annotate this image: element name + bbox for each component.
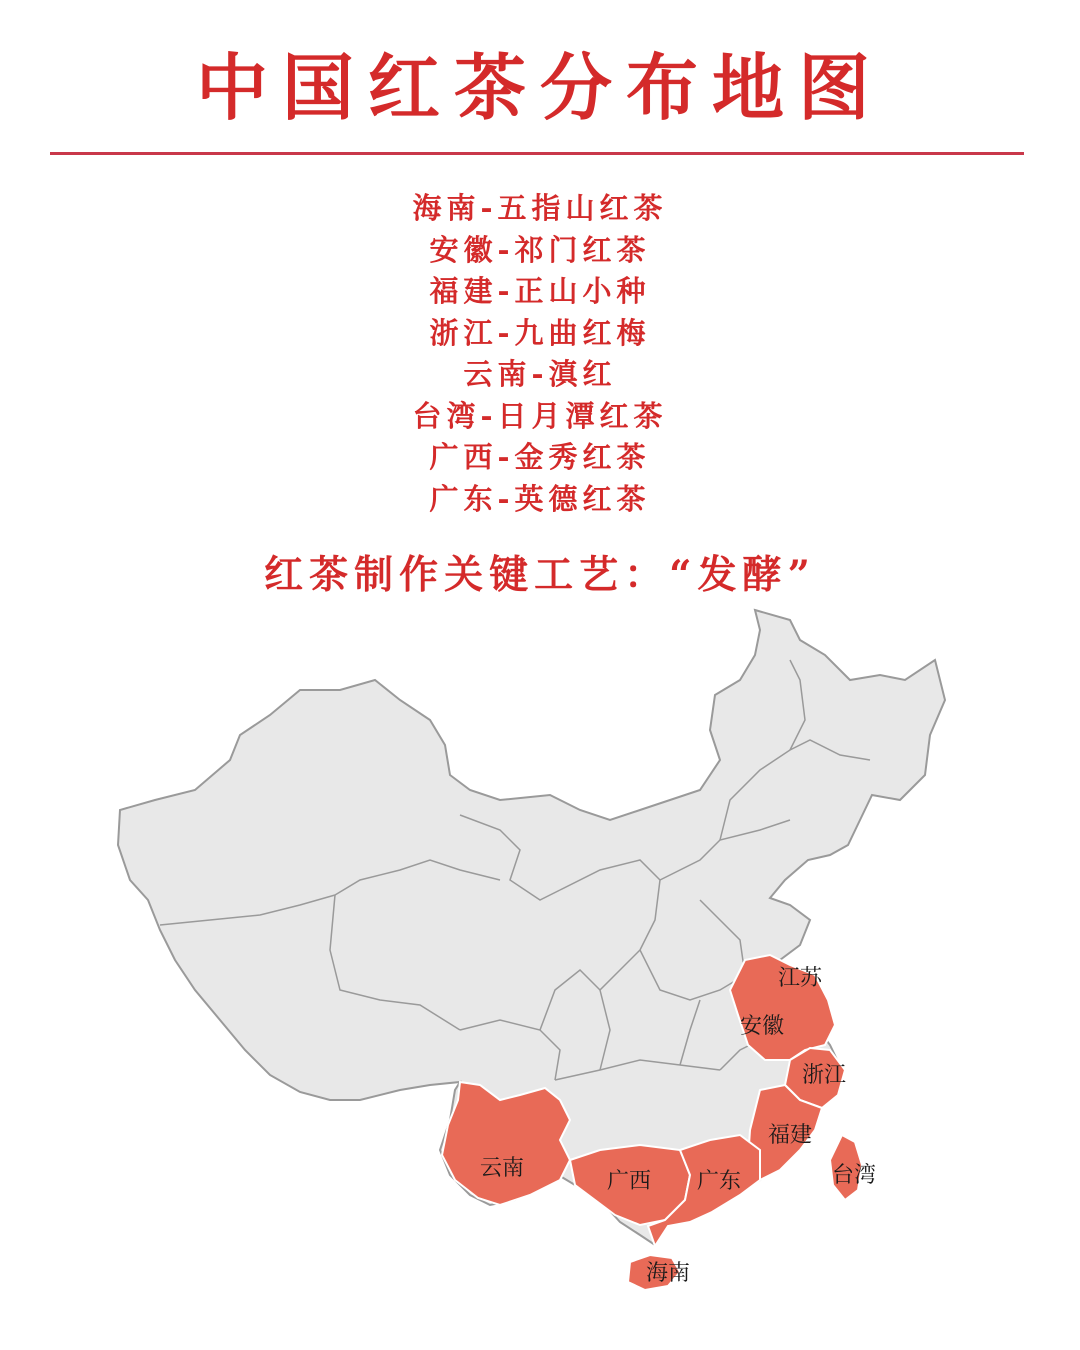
label-jiangsu: 江苏 bbox=[778, 966, 823, 991]
tea-item-yunnan: 云南-滇红 bbox=[463, 357, 617, 391]
tea-item-hainan: 海南-五指山红茶 bbox=[412, 191, 668, 225]
label-guangxi: 广西 bbox=[607, 1169, 652, 1194]
tea-item-taiwan: 台湾-日月潭红茶 bbox=[412, 398, 668, 433]
label-yunnan: 云南 bbox=[480, 1156, 525, 1181]
tea-item-fujian: 福建-正山小种 bbox=[429, 274, 651, 308]
label-hainan: 海南 bbox=[646, 1261, 691, 1286]
label-zhejiang: 浙江 bbox=[802, 1063, 847, 1088]
label-anhui: 安徽 bbox=[740, 1014, 785, 1039]
tea-item-guangxi: 广西-金秀红茶 bbox=[429, 440, 651, 474]
label-fujian: 福建 bbox=[768, 1123, 813, 1148]
tea-item-anhui: 安徽-祁门红茶 bbox=[429, 232, 651, 267]
label-taiwan: 台湾 bbox=[832, 1163, 877, 1188]
process-subtitle: 红茶制作关键工艺：“发酵” bbox=[264, 552, 816, 598]
tea-item-zhejiang: 浙江-九曲红梅 bbox=[429, 315, 651, 350]
tea-item-guangdong: 广东-英德红茶 bbox=[429, 481, 651, 516]
label-guangdong: 广东 bbox=[697, 1169, 742, 1194]
page-title: 中国红茶分布地图 bbox=[195, 45, 884, 130]
